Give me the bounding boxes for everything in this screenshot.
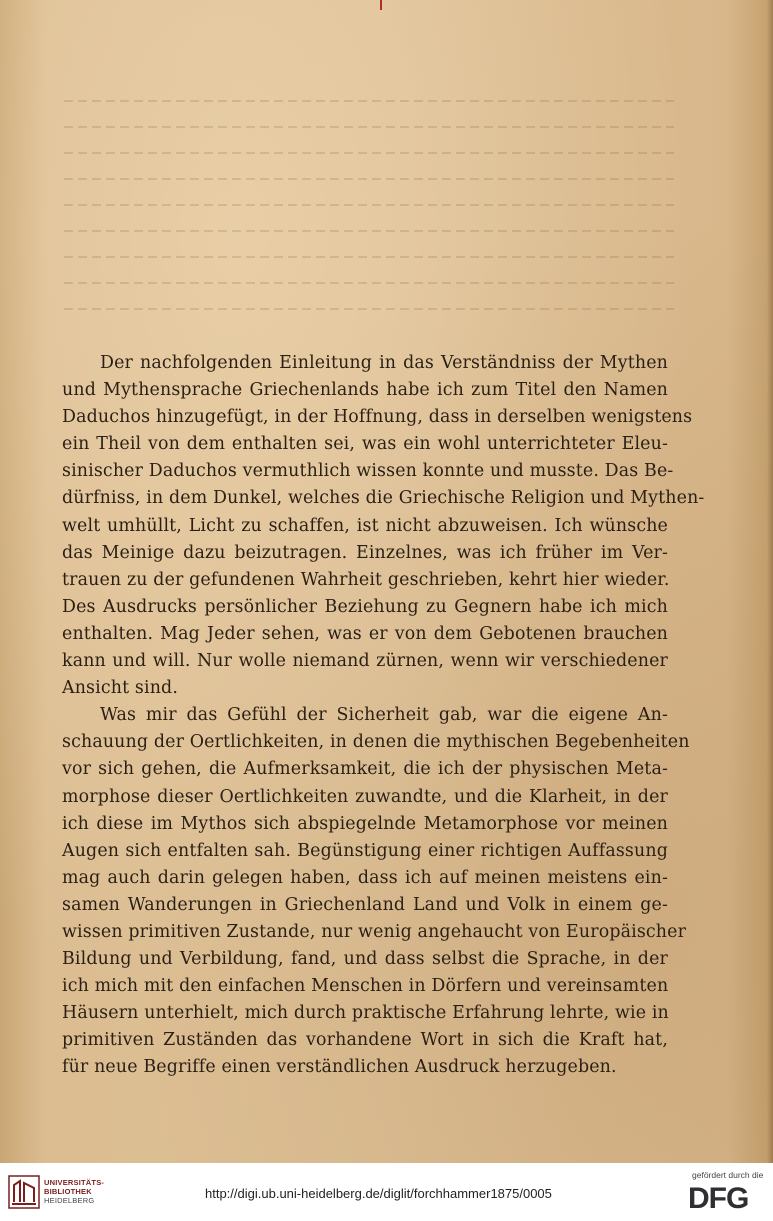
library-name bbox=[44, 1178, 104, 1205]
library-name-line: BIBLIOTHEK bbox=[44, 1187, 92, 1196]
text-line: Bildung und Verbildung, fand, und dass selbst die Sprache, in der bbox=[62, 949, 668, 970]
ub-heidelberg-logo-icon[interactable] bbox=[8, 1175, 40, 1209]
text-line: morphose dieser Oertlichkeiten zuwandte, und die Klarheit, in der bbox=[62, 786, 668, 807]
permalink-url[interactable]: http://digi.ub.uni-heidelberg.de/diglit/forchhammer1875/0005 bbox=[205, 1186, 552, 1201]
dfg-logo[interactable]: DFG bbox=[688, 1182, 749, 1215]
text-line: vor sich gehen, die Aufmerksamkeit, die ich der physischen Meta- bbox=[62, 759, 668, 780]
funding-label: gefördert durch die bbox=[692, 1170, 764, 1180]
text-line: wissen primitiven Zustande, nur wenig angehaucht von Europäischer bbox=[62, 921, 687, 942]
text-line: Was mir das Gefühl der Sicherheit gab, war die eigene An- bbox=[100, 705, 668, 726]
page-top-mark bbox=[380, 0, 382, 10]
text-line: für neue Begriffe einen verständlichen Ausdruck herzugeben. bbox=[62, 1057, 617, 1078]
text-line: kann und will. Nur wolle niemand zürnen, wenn wir verschiedener bbox=[62, 651, 668, 672]
text-line: schauung der Oertlichkeiten, in denen die mythischen Begebenheiten bbox=[62, 732, 690, 753]
text-line: sinischer Daduchos vermuthlich wissen konnte und musste. Das Be- bbox=[62, 461, 674, 482]
text-line: Daduchos hinzugefügt, in der Hoffnung, dass in derselben wenigstens bbox=[62, 407, 693, 428]
text-line: und Mythensprache Griechenlands habe ich zum Titel den Namen bbox=[62, 380, 668, 401]
text-line: Häusern unterhielt, mich durch praktische Erfahrung lehrte, wie in bbox=[62, 1003, 669, 1024]
text-line: dürfniss, in dem Dunkel, welches die Griechische Religion und Mythen- bbox=[62, 488, 705, 509]
footer-bar bbox=[0, 1163, 773, 1221]
text-line: ein Theil von dem enthalten sei, was ein wohl unterrichteter Eleu- bbox=[62, 434, 668, 455]
text-line: ich mich mit den einfachen Menschen in Dörfern und vereinsamten bbox=[62, 976, 669, 997]
text-line: Ansicht sind. bbox=[62, 678, 178, 699]
text-line: samen Wanderungen in Griechenland Land und Volk in einem ge- bbox=[62, 894, 668, 915]
paragraph-2 bbox=[62, 702, 690, 1081]
text-line: enthalten. Mag Jeder sehen, was er von dem Gebotenen brauchen bbox=[62, 623, 668, 644]
bleed-through-text bbox=[64, 100, 674, 340]
text-line: welt umhüllt, Licht zu schaffen, ist nicht abzuweisen. Ich wünsche bbox=[62, 515, 668, 536]
text-line: ich diese im Mythos sich abspiegelnde Metamorphose vor meinen bbox=[62, 813, 668, 834]
text-line: das Meinige dazu beizutragen. Einzelnes, was ich früher im Ver- bbox=[62, 542, 668, 563]
body-text bbox=[62, 350, 705, 1082]
text-line: Der nachfolgenden Einleitung in das Verständniss der Mythen bbox=[100, 353, 668, 373]
text-line: Des Ausdrucks persönlicher Beziehung zu Gegnern habe ich mich bbox=[62, 596, 668, 617]
library-name-line: UNIVERSITÄTS- bbox=[44, 1178, 105, 1187]
library-name-line: HEIDELBERG bbox=[44, 1196, 95, 1205]
paragraph-1 bbox=[62, 350, 705, 702]
text-line: Augen sich entfalten sah. Begünstigung einer richtigen Auffassung bbox=[62, 840, 668, 861]
text-line: trauen zu der gefundenen Wahrheit geschrieben, kehrt hier wieder. bbox=[62, 569, 670, 590]
page-edge-shadow bbox=[767, 0, 773, 1163]
text-line: primitiven Zuständen das vorhandene Wort in sich die Kraft hat, bbox=[62, 1030, 668, 1051]
text-line: mag auch darin gelegen haben, dass ich auf meinen meistens ein- bbox=[62, 867, 668, 888]
